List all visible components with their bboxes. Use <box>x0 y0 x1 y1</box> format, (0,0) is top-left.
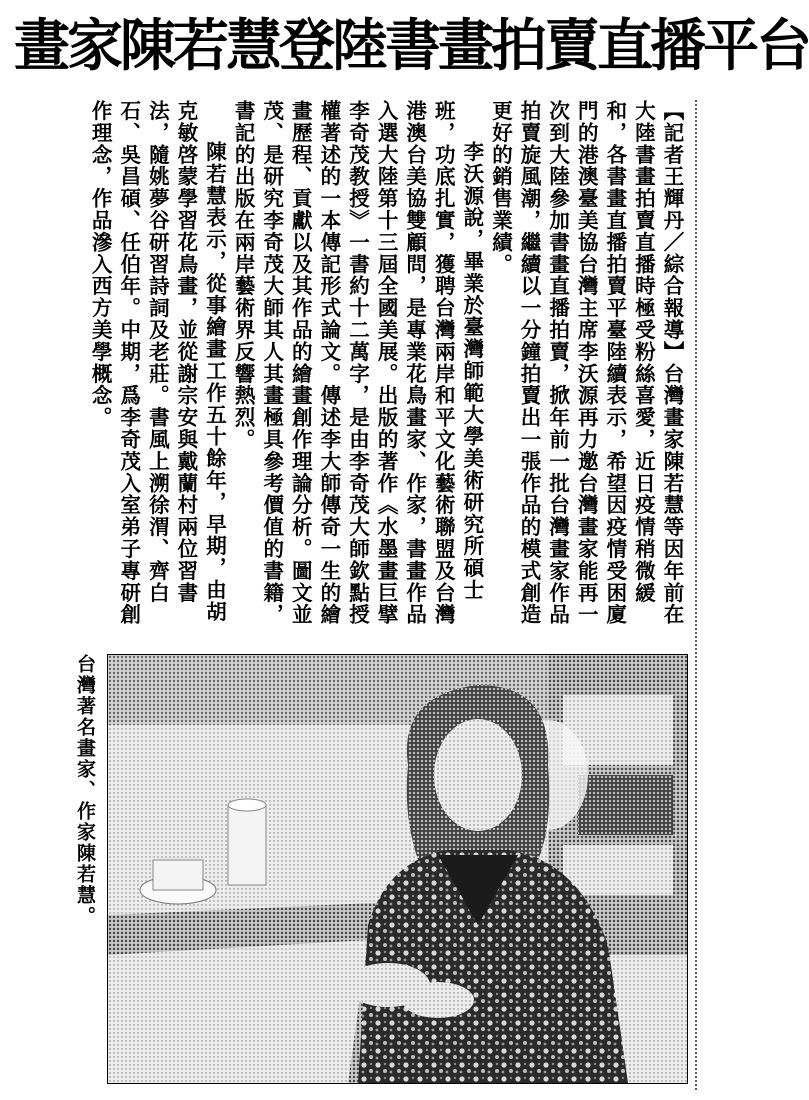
article-photo <box>107 654 688 1084</box>
headline: 畫家陳若慧登陸書畫拍賣直播平台 <box>14 14 809 79</box>
article-body <box>24 100 686 640</box>
article-paragraph: 【記者王輝丹／綜合報導】台灣畫家陳若慧等因年前在大陸書畫拍賣直播時極受粉絲喜愛，近日疫情稍微緩和，各書畫直播拍賣平臺陸續表示，希望因疫情受困廈門的港澳臺美協台灣主席李沃源再力邀台灣畫家能再一次到大陸參加書畫直播拍賣，掀年前一批台灣畫家作品拍賣旋風潮，繼續以一分鐘拍賣出一張作品的模式創造更好的銷售業績。 <box>488 100 684 626</box>
photo-illustration <box>108 655 687 1083</box>
article-paragraph: 李沃源說，畢業於臺灣師範大學美術研究所碩士班，功底扎實，獲聘台灣兩岸和平文化藝術聯盟及台灣港澳台美協雙顧問，是專業花鳥畫家、作家，書畫作品入選大陸第十三屆全國美展。出版的著作《水墨畫巨擘 李奇茂教授》一書約十二萬字，是由李奇茂大師欽點授權著述的一本傳記形式論文。傳述李大師傳奇一生的繪畫歷程、貢獻以及其作品的繪畫創作理論分析。圖文並茂、是研究李奇茂大師其人其畫極具參考價值的書籍，書記的出版在兩岸藝術界反響熱烈。 <box>231 100 484 626</box>
article-paragraph: 陳若慧表示，從事繪畫工作五十餘年，早期，由胡克敏啓蒙學習花鳥畫，並從謝宗安與戴蘭村兩位習書法，隨姚夢谷研習詩詞及老莊。書風上溯徐渭、齊白石、吳昌碩、任伯年。中期，爲李奇茂入室弟子專研創作理念，作品滲入西方美學概念。 <box>88 100 227 626</box>
column-divider <box>695 100 697 1090</box>
photo-caption: 台灣著名畫家、作家陳若慧。 <box>74 654 96 927</box>
